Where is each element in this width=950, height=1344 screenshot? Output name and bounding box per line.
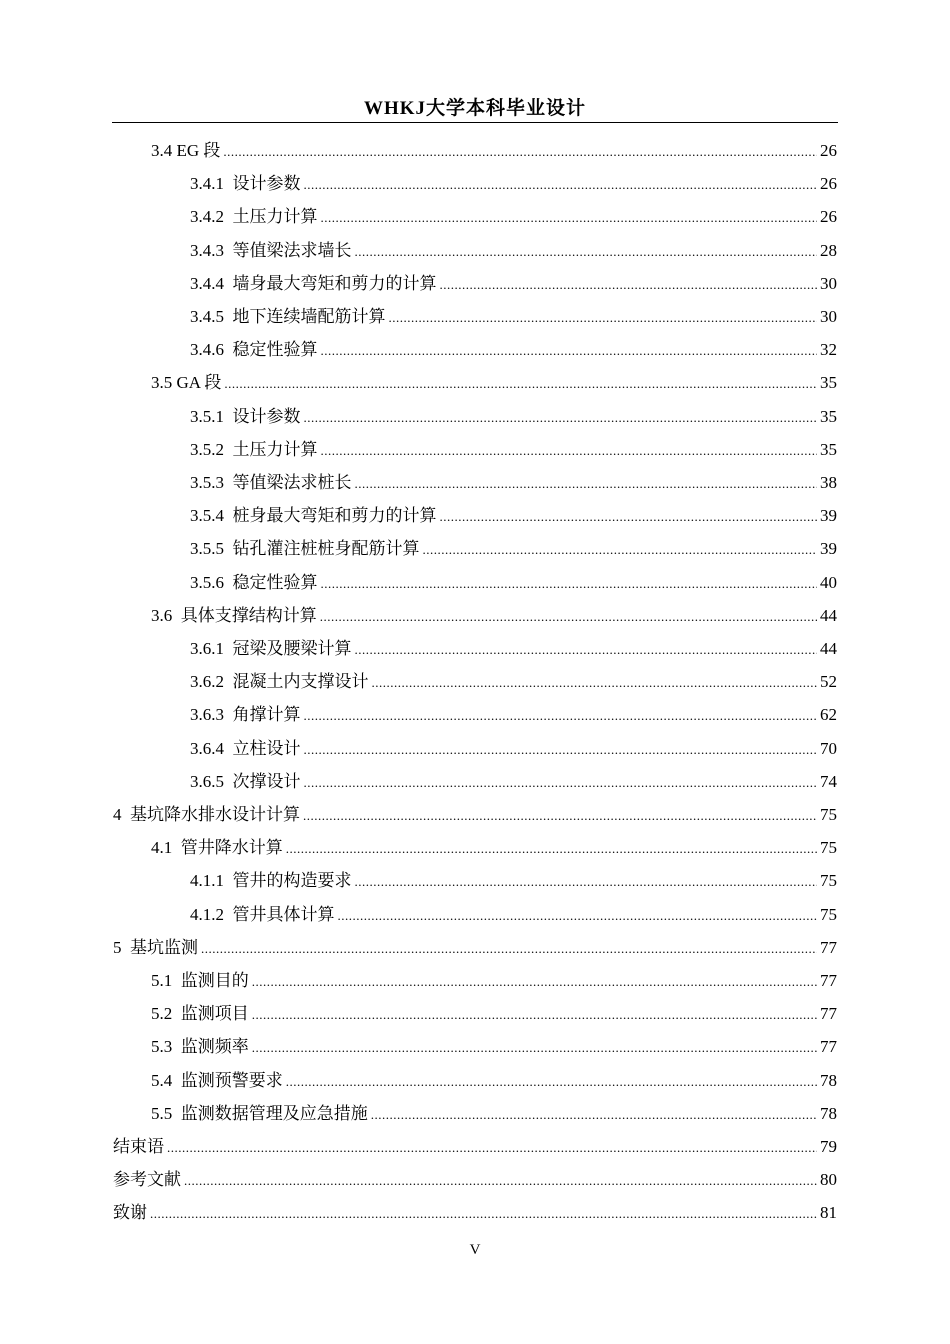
toc-entry-page-number: 39 <box>820 539 837 559</box>
toc-entry-page-number: 35 <box>820 373 837 393</box>
toc-entry[interactable] <box>190 234 837 267</box>
toc-entry-label: 3.4.1 设计参数 <box>190 174 301 194</box>
toc-dot-leader <box>184 1164 817 1197</box>
toc-entry-page-number: 78 <box>820 1103 837 1123</box>
toc-dot-leader <box>224 367 817 400</box>
toc-entry-page-number: 62 <box>820 705 837 725</box>
toc-dot-leader <box>304 168 818 201</box>
toc-entry-page-number: 44 <box>820 605 837 625</box>
toc-entry[interactable] <box>190 433 837 466</box>
toc-entry-label: 3.5.6 稳定性验算 <box>190 572 318 592</box>
toc-entry-page-number: 77 <box>820 1037 837 1057</box>
toc-entry-label: 5 基坑监测 <box>113 937 198 957</box>
toc-entry-label: 3.5.2 土压力计算 <box>190 439 318 459</box>
toc-entry-page-number: 78 <box>820 1070 837 1090</box>
toc-entry-page-number: 52 <box>820 672 837 692</box>
toc-entry-label: 4.1.2 管井具体计算 <box>190 904 335 924</box>
toc-entry[interactable] <box>151 1064 837 1097</box>
toc-dot-leader <box>223 135 817 168</box>
toc-entry-label: 3.6.4 立柱设计 <box>190 738 301 758</box>
toc-entry[interactable] <box>190 499 837 532</box>
toc-entry-label: 3.4.3 等值梁法求墙长 <box>190 240 352 260</box>
toc-entry-page-number: 77 <box>820 971 837 990</box>
toc-entry-label: 3.4.4 墙身最大弯矩和剪力的计算 <box>190 273 437 293</box>
toc-entry-label: 3.6.5 次撑设计 <box>190 771 301 791</box>
toc-entry-page-number: 26 <box>820 174 837 194</box>
toc-entry-page-number: 70 <box>820 738 837 758</box>
toc-entry[interactable] <box>190 665 837 698</box>
toc-entry[interactable] <box>190 333 837 366</box>
toc-entry-label: 5.2 监测项目 <box>151 1004 249 1024</box>
toc-entry[interactable] <box>190 200 837 233</box>
toc-entry-page-number: 77 <box>820 937 837 957</box>
toc-entry-page-number: 75 <box>820 805 837 824</box>
toc-dot-leader <box>252 998 817 1031</box>
toc-dot-leader <box>440 268 818 301</box>
toc-entry-label: 3.5.5 钻孔灌注桩桩身配筋计算 <box>190 539 420 559</box>
page-number: V <box>469 1242 481 1258</box>
toc-dot-leader <box>338 899 818 932</box>
toc-entry-label: 5.4 监测预警要求 <box>151 1070 283 1090</box>
toc-entry-page-number: 81 <box>820 1203 837 1223</box>
toc-entry-label: 4.1 管井降水计算 <box>151 838 283 858</box>
toc-dot-leader <box>423 533 818 566</box>
toc-entry-page-number: 35 <box>820 439 837 459</box>
toc-entry[interactable] <box>113 1196 837 1229</box>
toc-dot-leader <box>304 733 818 766</box>
toc-dot-leader <box>304 401 818 434</box>
toc-dot-leader <box>286 1065 817 1098</box>
toc-dot-leader <box>389 301 818 334</box>
toc-entry-label: 3.4.5 地下连续墙配筋计算 <box>190 307 386 326</box>
toc-dot-leader <box>304 766 818 799</box>
toc-dot-leader <box>304 699 818 732</box>
toc-dot-leader <box>355 865 818 898</box>
toc-entry-label: 3.4.2 土压力计算 <box>190 207 318 227</box>
toc-entry[interactable] <box>151 997 837 1030</box>
toc-entry[interactable] <box>190 400 837 433</box>
toc-entry-label: 3.6 具体支撑结构计算 <box>151 605 317 625</box>
toc-entry[interactable] <box>190 532 837 565</box>
toc-entry[interactable] <box>113 1130 837 1163</box>
toc-entry-page-number: 32 <box>820 340 837 360</box>
toc-dot-leader <box>440 500 818 533</box>
toc-entry-label: 5.1 监测目的 <box>151 971 249 990</box>
toc-entry-label: 3.4.6 稳定性验算 <box>190 340 318 360</box>
toc-entry[interactable] <box>151 831 837 864</box>
toc-entry[interactable] <box>151 1030 837 1063</box>
toc-entry-label: 3.5.3 等值梁法求桩长 <box>190 473 352 492</box>
toc-entry[interactable] <box>190 632 837 665</box>
toc-entry-label: 3.5 GA 段 <box>151 373 222 393</box>
toc-entry[interactable] <box>151 964 837 997</box>
header-divider <box>112 122 838 123</box>
toc-entry-page-number: 26 <box>820 141 837 160</box>
toc-entry-page-number: 77 <box>820 1004 837 1024</box>
toc-dot-leader <box>303 799 817 832</box>
toc-dot-leader <box>355 235 818 268</box>
toc-entry[interactable] <box>190 167 837 200</box>
toc-entry-label: 致谢 <box>113 1203 147 1223</box>
toc-entry-page-number: 79 <box>820 1137 837 1156</box>
toc-dot-leader <box>252 1031 817 1064</box>
toc-dot-leader <box>371 1098 817 1131</box>
toc-entry-label: 3.6.1 冠梁及腰梁计算 <box>190 639 352 658</box>
toc-dot-leader <box>321 567 818 600</box>
toc-entry-page-number: 28 <box>820 240 837 260</box>
toc-entry-label: 4 基坑降水排水设计计算 <box>113 805 300 824</box>
page-header-title: WHKJ大学本科毕业设计 <box>363 98 587 119</box>
toc-dot-leader <box>286 832 817 865</box>
toc-entry[interactable] <box>190 466 837 499</box>
toc-entry-page-number: 38 <box>820 473 837 492</box>
toc-entry[interactable] <box>190 267 837 300</box>
toc-entry-label: 参考文献 <box>113 1170 181 1190</box>
toc-dot-leader <box>167 1131 817 1164</box>
toc-entry[interactable] <box>113 931 837 964</box>
toc-entry[interactable] <box>113 798 837 831</box>
toc-entry-label: 结束语 <box>113 1137 164 1156</box>
toc-dot-leader <box>321 434 818 467</box>
toc-entry[interactable] <box>190 300 837 333</box>
toc-dot-leader <box>150 1197 817 1230</box>
toc-entry-label: 4.1.1 管井的构造要求 <box>190 871 352 891</box>
toc-entry-page-number: 44 <box>820 639 837 658</box>
toc-dot-leader <box>201 932 817 965</box>
toc-entry-page-number: 35 <box>820 406 837 426</box>
toc-dot-leader <box>320 600 817 633</box>
toc-entry-page-number: 30 <box>820 307 837 326</box>
toc-dot-leader <box>355 633 818 666</box>
toc-entry[interactable] <box>190 698 837 731</box>
toc-entry-label: 3.5.4 桩身最大弯矩和剪力的计算 <box>190 506 437 526</box>
toc-entry-page-number: 26 <box>820 207 837 227</box>
toc-entry-page-number: 39 <box>820 506 837 526</box>
toc-entry-label: 5.3 监测频率 <box>151 1037 249 1057</box>
toc-entry-label: 3.4 EG 段 <box>151 141 221 160</box>
toc-entry[interactable] <box>190 732 837 765</box>
toc-entry-page-number: 75 <box>820 904 837 924</box>
toc-entry-page-number: 75 <box>820 838 837 858</box>
toc-entry-label: 3.6.3 角撑计算 <box>190 705 301 725</box>
toc-entry-label: 5.5 监测数据管理及应急措施 <box>151 1103 368 1123</box>
toc-entry-page-number: 74 <box>820 771 837 791</box>
toc-entry-page-number: 30 <box>820 273 837 293</box>
toc-entry[interactable] <box>190 566 837 599</box>
toc-entry-label: 3.5.1 设计参数 <box>190 406 301 426</box>
toc-dot-leader <box>252 965 817 998</box>
toc-entry[interactable] <box>190 765 837 798</box>
toc-entry-page-number: 80 <box>820 1170 837 1190</box>
toc-entry[interactable] <box>151 366 837 399</box>
toc-entry[interactable] <box>151 134 837 167</box>
toc-entry[interactable] <box>151 1097 837 1130</box>
toc-dot-leader <box>321 201 818 234</box>
toc-entry[interactable] <box>151 599 837 632</box>
toc-entry-page-number: 40 <box>820 572 837 592</box>
toc-entry[interactable] <box>190 898 837 931</box>
toc-entry[interactable] <box>113 1163 837 1196</box>
toc-dot-leader <box>321 334 818 367</box>
toc-dot-leader <box>372 666 818 699</box>
toc-dot-leader <box>355 467 818 500</box>
toc-entry[interactable] <box>190 864 837 897</box>
toc-entry-label: 3.6.2 混凝土内支撑设计 <box>190 672 369 692</box>
toc-entry-page-number: 75 <box>820 871 837 891</box>
